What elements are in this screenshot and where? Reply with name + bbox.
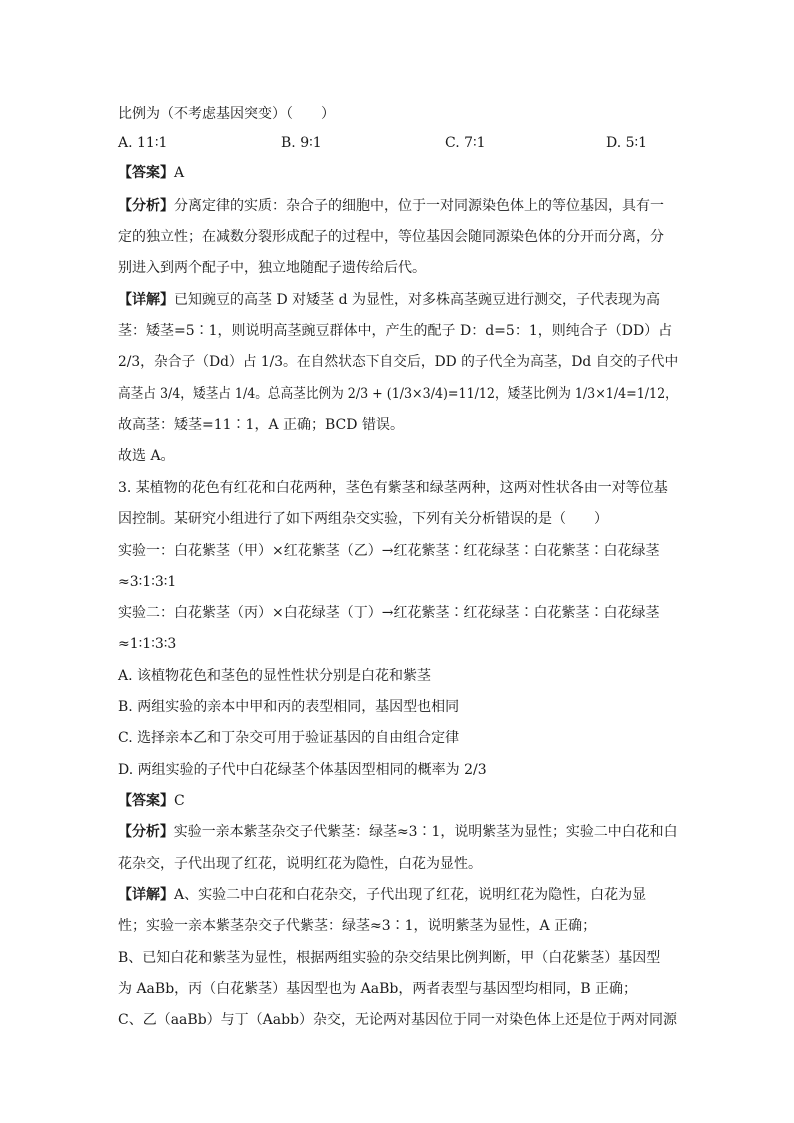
- q2-conclusion: 故选 A。: [118, 448, 175, 464]
- q2-analysis-line: 定的独立性；在减数分裂形成配子的过程中，等位基因会随同源染色体的分开而分离，分: [118, 229, 664, 245]
- q2-analysis-line: 别进入到两个配子中，独立地随配子遗传给后代。: [118, 260, 426, 276]
- q2-option-b: B. 9∶1: [281, 135, 322, 151]
- q3-stem-line: 因控制。某研究小组进行了如下两组杂交实验，下列有关分析错误的是（ ）: [118, 511, 608, 527]
- detail-tag: 【详解】: [118, 887, 174, 903]
- q2-option-a: A. 11∶1: [118, 135, 168, 151]
- q3-detail-line: 性；实验一亲本紫茎杂交子代紫茎：绿茎≈3∶1，说明紫茎为显性，A 正确；: [118, 918, 597, 934]
- q2-detail-line: [118, 290, 678, 310]
- q3-detail-line: [118, 885, 678, 905]
- q3-stem-line: 3. 某植物的花色有红花和白花两种，茎色有紫茎和绿茎两种，这两对性状各由一对等位基: [118, 480, 668, 496]
- q2-detail-line: 2/3，杂合子（Dd）占 1/3。在自然状态下自交后，DD 的子代全为高茎，Dd 自交的子代中: [118, 354, 679, 370]
- q2-option-d: D. 5∶1: [606, 135, 648, 151]
- answer-value: C: [174, 793, 185, 809]
- q3-experiment-2-ratio: ≈1∶1∶3∶3: [118, 636, 177, 652]
- q3-answer: [118, 791, 678, 811]
- q3-option-a: A. 该植物花色和茎色的显性性状分别是白花和紫茎: [118, 668, 432, 684]
- q2-option-c: C. 7∶1: [445, 135, 486, 151]
- q2-analysis-line: [118, 196, 678, 216]
- q3-analysis-line: [118, 822, 676, 842]
- answer-tag: 【答案】: [118, 793, 174, 809]
- analysis-text: 分离定律的实质：杂合子的细胞中，位于一对同源染色体上的等位基因，具有一: [174, 198, 664, 214]
- q2-answer: [118, 163, 678, 183]
- q2-stem-tail: 比例为（不考虑基因突变）（ ）: [118, 106, 335, 122]
- answer-tag: 【答案】: [118, 165, 174, 181]
- analysis-text: 实验一亲本紫茎杂交子代紫茎：绿茎≈3∶1，说明紫茎为显性；实验二中白花和白: [173, 824, 678, 840]
- q3-option-d: D. 两组实验的子代中白花绿茎个体基因型相同的概率为 2/3: [118, 762, 487, 778]
- q2-options: [118, 133, 678, 153]
- answer-value: A: [174, 165, 185, 181]
- q3-detail-line: C、乙（aaBb）与丁（Aabb）杂交，无论两对基因位于同一对染色体上还是位于两对同源: [118, 1012, 678, 1028]
- q3-detail-line: 为 AaBb，丙（白花紫茎）基因型也为 AaBb，两者表型与基因型均相同，B 正确；: [118, 981, 638, 997]
- q2-detail-line: 高茎占 3/4，矮茎占 1/4。总高茎比例为 2/3 + (1/3×3/4)=11/12，矮茎比例为 1/3×1/4=1/12，: [118, 386, 678, 402]
- q2-detail-line: 故高茎：矮茎=11∶1，A 正确；BCD 错误。: [118, 417, 404, 433]
- detail-tag: 【详解】: [118, 292, 174, 308]
- detail-text: 已知豌豆的高茎 D 对矮茎 d 为显性，对多株高茎豌豆进行测交，子代表现为高: [174, 292, 660, 308]
- q3-experiment-1-ratio: ≈3∶1∶3∶1: [118, 574, 177, 590]
- analysis-tag: 【分析】: [118, 198, 174, 214]
- q2-detail-line: 茎：矮茎=5∶1，则说明高茎豌豆群体中，产生的配子 D：d=5：1，则纯合子（DD）占: [118, 323, 673, 339]
- q3-option-b: B. 两组实验的亲本中甲和丙的表型相同，基因型也相同: [118, 699, 460, 715]
- detail-text: A、实验二中白花和白花杂交，子代出现了红花，说明红花为隐性，白花为显: [174, 887, 647, 903]
- q3-detail-line: B、已知白花和紫茎为显性，根据两组实验的杂交结果比例判断，甲（白花紫茎）基因型: [118, 950, 661, 966]
- q3-option-c: C. 选择亲本乙和丁杂交可用于验证基因的自由组合定律: [118, 730, 460, 746]
- analysis-tag: 【分析】: [118, 824, 174, 840]
- q3-experiment-1: 实验一：白花紫茎（甲）×红花紫茎（乙）→红花紫茎∶红花绿茎∶白花紫茎∶白花绿茎: [118, 543, 660, 559]
- q3-analysis-line: 花杂交，子代出现了红花，说明红花为隐性，白花为显性。: [118, 856, 482, 872]
- q3-experiment-2: 实验二：白花紫茎（丙）×白花绿茎（丁）→红花紫茎∶红花绿茎∶白花紫茎∶白花绿茎: [118, 605, 660, 621]
